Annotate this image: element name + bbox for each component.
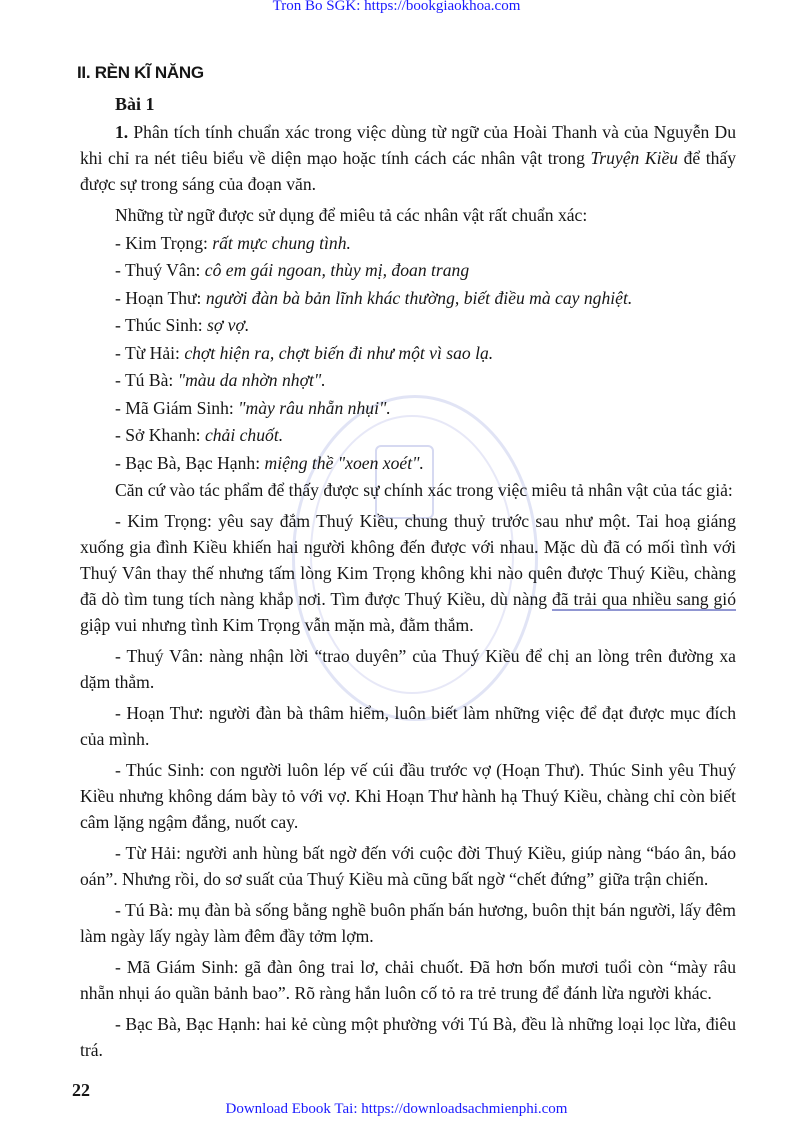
list-item: - Kim Trọng: rất mực chung tình. bbox=[115, 232, 351, 253]
question: 1. Phân tích tính chuẩn xác trong việc dùng từ ngữ của Hoài Thanh và của Nguyễn Du khi chỉ ra nét tiêu biểu về diện mạo hoặc tính cách các nhân vật trong Truyện Kiều để thấy được sự trong sáng của đoạn văn. bbox=[80, 122, 737, 194]
character-paragraph: - Mã Giám Sinh: gã đàn ông trai lơ, chải chuốt. Đã hơn bốn mươi tuổi còn “mày râu nhẵn nhụi áo quần bảnh bao”. Rõ ràng hắn luôn cố tỏ ra trẻ trung để đánh lừa người khác. bbox=[80, 957, 736, 1003]
list-item: - Bạc Bà, Bạc Hạnh: miệng thề "xoen xoét". bbox=[115, 452, 424, 473]
list-item: - Thuý Vân: cô em gái ngoan, thùy mị, đoan trang bbox=[115, 260, 470, 280]
exercise-title: Bài 1 bbox=[115, 94, 155, 114]
list-item: - Tú Bà: "màu da nhờn nhợt". bbox=[115, 370, 326, 390]
intro-paragraph-2: Căn cứ vào tác phẩm để thấy được sự chính xác trong việc miêu tả nhân vật của tác giả: bbox=[115, 480, 733, 500]
list-item: - Mã Giám Sinh: "mày râu nhẵn nhụi". bbox=[115, 397, 391, 418]
character-paragraph: - Thuý Vân: nàng nhận lời “trao duyên” của Thuý Kiều để chị an lòng trên đường xa dặm thẳm. bbox=[80, 646, 736, 692]
character-paragraph: - Bạc Bà, Bạc Hạnh: hai kẻ cùng một phường với Tú Bà, đều là những loại lọc lừa, điêu trá. bbox=[80, 1014, 736, 1060]
section-title: II. RÈN KĨ NĂNG bbox=[77, 63, 204, 82]
intro-paragraph: Những từ ngữ được sử dụng để miêu tả các nhân vật rất chuẩn xác: bbox=[115, 205, 588, 225]
character-paragraph: - Thúc Sinh: con người luôn lép vế cúi đầu trước vợ (Hoạn Thư). Thúc Sinh yêu Thuý Kiều nhưng không dám bày tỏ với vợ. Khi Hoạn Thư hành hạ Thuý Kiều, chàng chỉ còn biết câm lặng ngậm đắng, nuốt cay. bbox=[80, 760, 736, 832]
page-content bbox=[77, 60, 737, 1068]
character-paragraph: - Hoạn Thư: người đàn bà thâm hiểm, luôn biết làm những việc để đạt được mục đích của mình. bbox=[80, 703, 736, 749]
list-item: - Hoạn Thư: người đàn bà bản lĩnh khác thường, biết điều mà cay nghiệt. bbox=[115, 287, 633, 308]
list-item: - Thúc Sinh: sợ vợ. bbox=[115, 315, 250, 335]
footer-link[interactable]: Download Ebook Tai: https://downloadsachmienphi.com bbox=[225, 1101, 568, 1117]
character-paragraph: - Tú Bà: mụ đàn bà sống bằng nghề buôn phấn bán hương, buôn thịt bán người, lấy đêm làm ngày lấy ngày làm đêm đầy tởm lợm. bbox=[80, 900, 736, 946]
list-item: - Sở Khanh: chải chuốt. bbox=[115, 425, 284, 445]
character-paragraph: - Từ Hải: người anh hùng bất ngờ đến với cuộc đời Thuý Kiều, giúp nàng “báo ân, báo oán”. Nhưng rồi, do sơ suất của Thuý Kiều mà cũng bất ngờ “chết đứng” giữa trận chiến. bbox=[80, 843, 736, 889]
page-number: 22 bbox=[72, 1080, 90, 1100]
header-link[interactable]: Tron Bo SGK: https://bookgiaokhoa.com bbox=[272, 0, 521, 14]
paragraph-kim-trong: - Kim Trọng: yêu say đắm Thuý Kiều, chung thuỷ trước sau như một. Tai hoạ giáng xuống gia đình Kiều khiến hai người không đến được với nhau. Mặc dù đã có mối tình với Thuý Vân thay thế nhưng tấm lòng Kim Trọng không khi nào quên được Thuý Kiều, chàng đã dò tìm tung tích nàng khắp nơi. Tìm được Thuý Kiều, dù nàng đã trải qua nhiều sang gió giập vui nhưng tình Kim Trọng vẫn mặn mà, đằm thắm. bbox=[80, 511, 736, 635]
list-item: - Từ Hải: chợt hiện ra, chợt biến đi như một vì sao lạ. bbox=[115, 342, 494, 363]
